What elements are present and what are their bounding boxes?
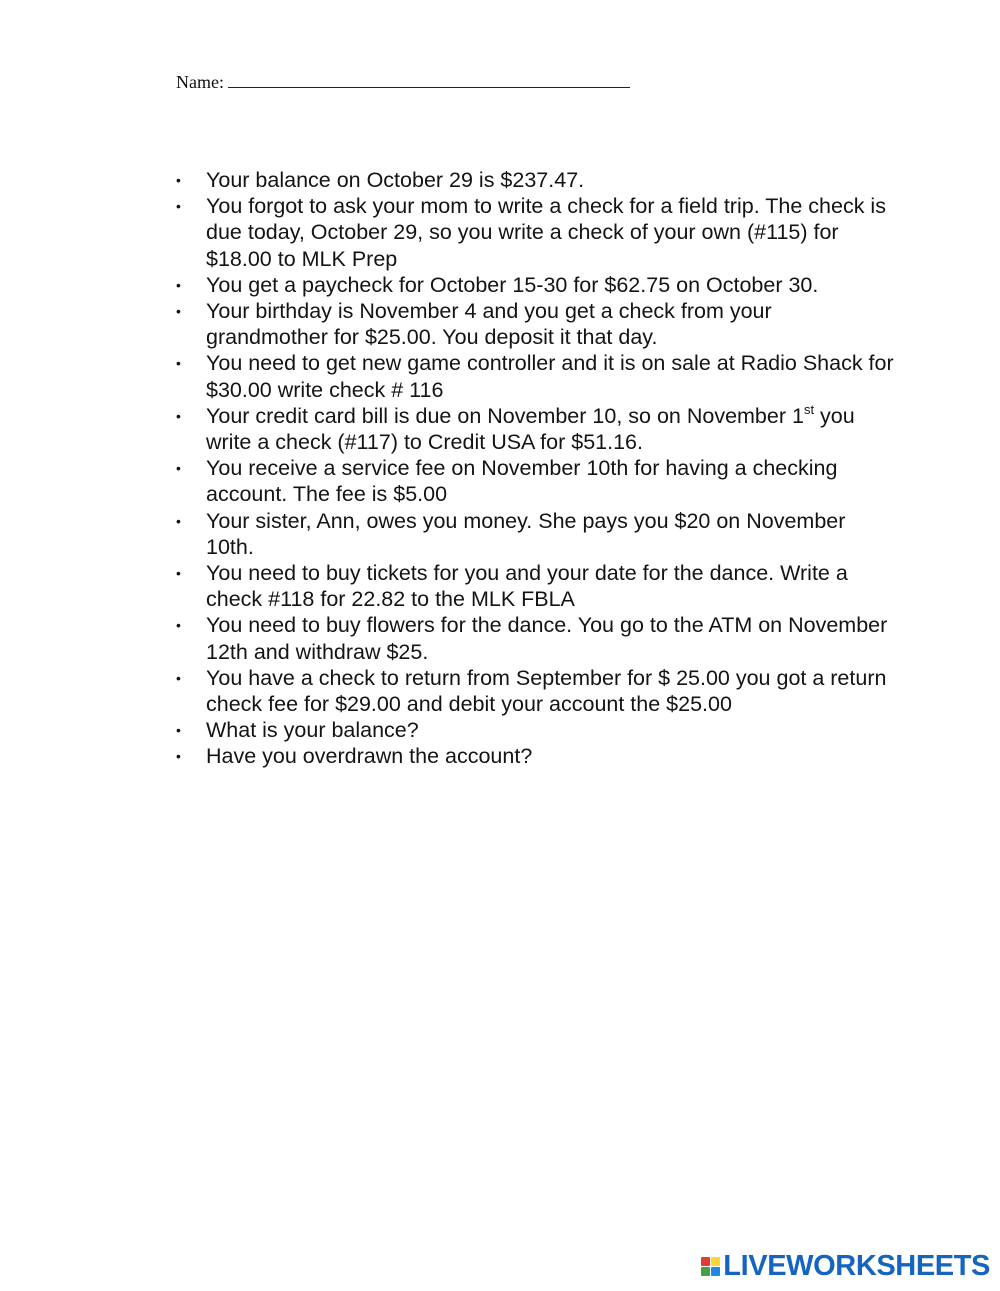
- bullet-icon: •: [176, 355, 181, 372]
- bullet-icon: •: [176, 748, 181, 765]
- list-item: • You need to buy tickets for you and your date for the dance. Write a check #118 for 22.82 to the MLK FBLA: [176, 561, 848, 612]
- name-blank-line: [228, 73, 630, 88]
- name-label: Name:: [176, 72, 224, 92]
- brand-wordmark: LIVEWORKSHEETS: [723, 1250, 990, 1282]
- bullet-icon: •: [176, 565, 181, 582]
- bullet-icon: •: [176, 512, 181, 529]
- logo-square-red: [701, 1257, 710, 1266]
- bullet-icon: •: [176, 303, 181, 320]
- list-item: • You receive a service fee on November 10th for having a checking account. The fee is $5.00: [176, 456, 838, 507]
- bullet-icon: •: [176, 198, 181, 215]
- list-item: • You need to buy flowers for the dance. You go to the ATM on November 12th and withdraw $25.: [176, 613, 888, 664]
- list-item: • You get a paycheck for October 15-30 for $62.75 on October 30.: [176, 272, 819, 297]
- task-list: [176, 167, 896, 770]
- bullet-icon: •: [176, 617, 181, 634]
- list-item: • Your balance on October 29 is $237.47.: [176, 168, 585, 192]
- logo-square-yellow: [711, 1257, 720, 1266]
- list-item: • Your sister, Ann, owes you money. She pays you $20 on November 10th.: [176, 508, 846, 559]
- bullet-icon: •: [176, 276, 181, 293]
- liveworksheets-logo-icon: [701, 1257, 720, 1276]
- list-item: • Your credit card bill is due on November 10, so on November 1st you write a check (#117) to Credit USA for $51.16.: [176, 401, 855, 455]
- logo-square-green: [701, 1267, 710, 1276]
- bullet-icon: •: [176, 460, 181, 477]
- list-item: • Your birthday is November 4 and you get a check from your grandmother for $25.00. You deposit it that day.: [176, 299, 772, 350]
- list-item: • You forgot to ask your mom to write a check for a field trip. The check is due today, October 29, so you write a check of your own (#115) for $18.00 to MLK Prep: [176, 194, 886, 271]
- bullet-icon: •: [176, 722, 181, 739]
- logo-square-blue: [711, 1267, 720, 1276]
- list-item: • You have a check to return from September for $ 25.00 you got a return check fee for $29.00 and debit your account the $25.00: [176, 665, 887, 717]
- bullet-icon: •: [176, 407, 181, 424]
- list-item: • You need to get new game controller and it is on sale at Radio Shack for $30.00 write check # 116: [176, 351, 894, 402]
- name-field: [176, 72, 630, 93]
- bullet-icon: •: [176, 172, 181, 188]
- bullet-icon: •: [176, 669, 181, 686]
- list-item: • Have you overdrawn the account?: [176, 744, 533, 769]
- liveworksheets-brand: [701, 1252, 990, 1281]
- list-item: • What is your balance?: [176, 718, 419, 743]
